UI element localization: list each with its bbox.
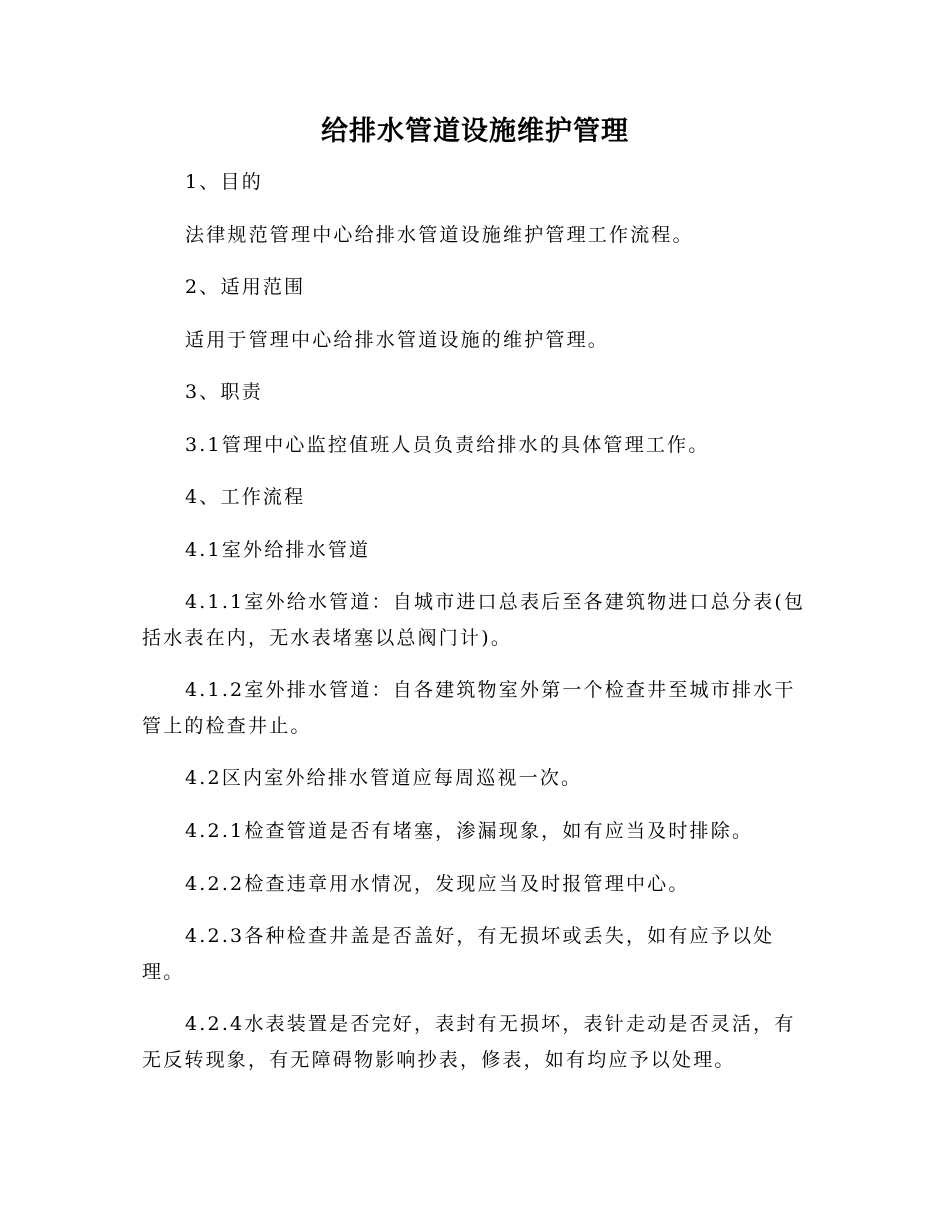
paragraph-4-2-4: 4.2.4水表装置是否完好，表封有无损坏，表针走动是否灵活，有无反转现象，有无障碍物影响抄表，修表，如有均应予以处理。 (142, 1013, 796, 1071)
paragraph-scope-text: 适用于管理中心给排水管道设施的维护管理。 (185, 329, 610, 351)
paragraph-workflow-heading: 4、工作流程 (185, 486, 306, 508)
paragraph-4-2: 4.2区内室外给排水管道应每周巡视一次。 (185, 767, 583, 789)
paragraph-purpose-text: 法律规范管理中心给排水管道设施维护管理工作流程。 (185, 224, 694, 246)
paragraph-duty-3-1: 3.1管理中心监控值班人员负责给排水的具体管理工作。 (185, 434, 710, 456)
paragraph-duty-heading: 3、职责 (185, 381, 263, 403)
paragraph-scope-heading: 2、适用范围 (185, 276, 306, 298)
paragraph-4-2-2: 4.2.2检查违章用水情况，发现应当及时报管理中心。 (185, 873, 690, 895)
paragraph-4-1: 4.1室外给排水管道 (185, 539, 371, 561)
paragraph-4-2-1: 4.2.1检查管道是否有堵塞，渗漏现象，如有应当及时排除。 (185, 820, 754, 842)
paragraph-4-2-3: 4.2.3各种检查井盖是否盖好，有无损坏或丢失，如有应予以处理。 (142, 925, 775, 983)
paragraph-4-1-1: 4.1.1室外给水管道：自城市进口总表后至各建筑物进口总分表(包括水表在内，无水表堵塞以总阀门计)。 (142, 591, 806, 649)
paragraph-purpose-heading: 1、目的 (185, 171, 263, 193)
document-title: 给排水管道设施维护管理 (321, 116, 629, 147)
paragraph-4-1-2: 4.1.2室外排水管道：自各建筑物室外第一个检查井至城市排水干管上的检查井止。 (142, 679, 796, 737)
document-body (142, 164, 812, 1078)
